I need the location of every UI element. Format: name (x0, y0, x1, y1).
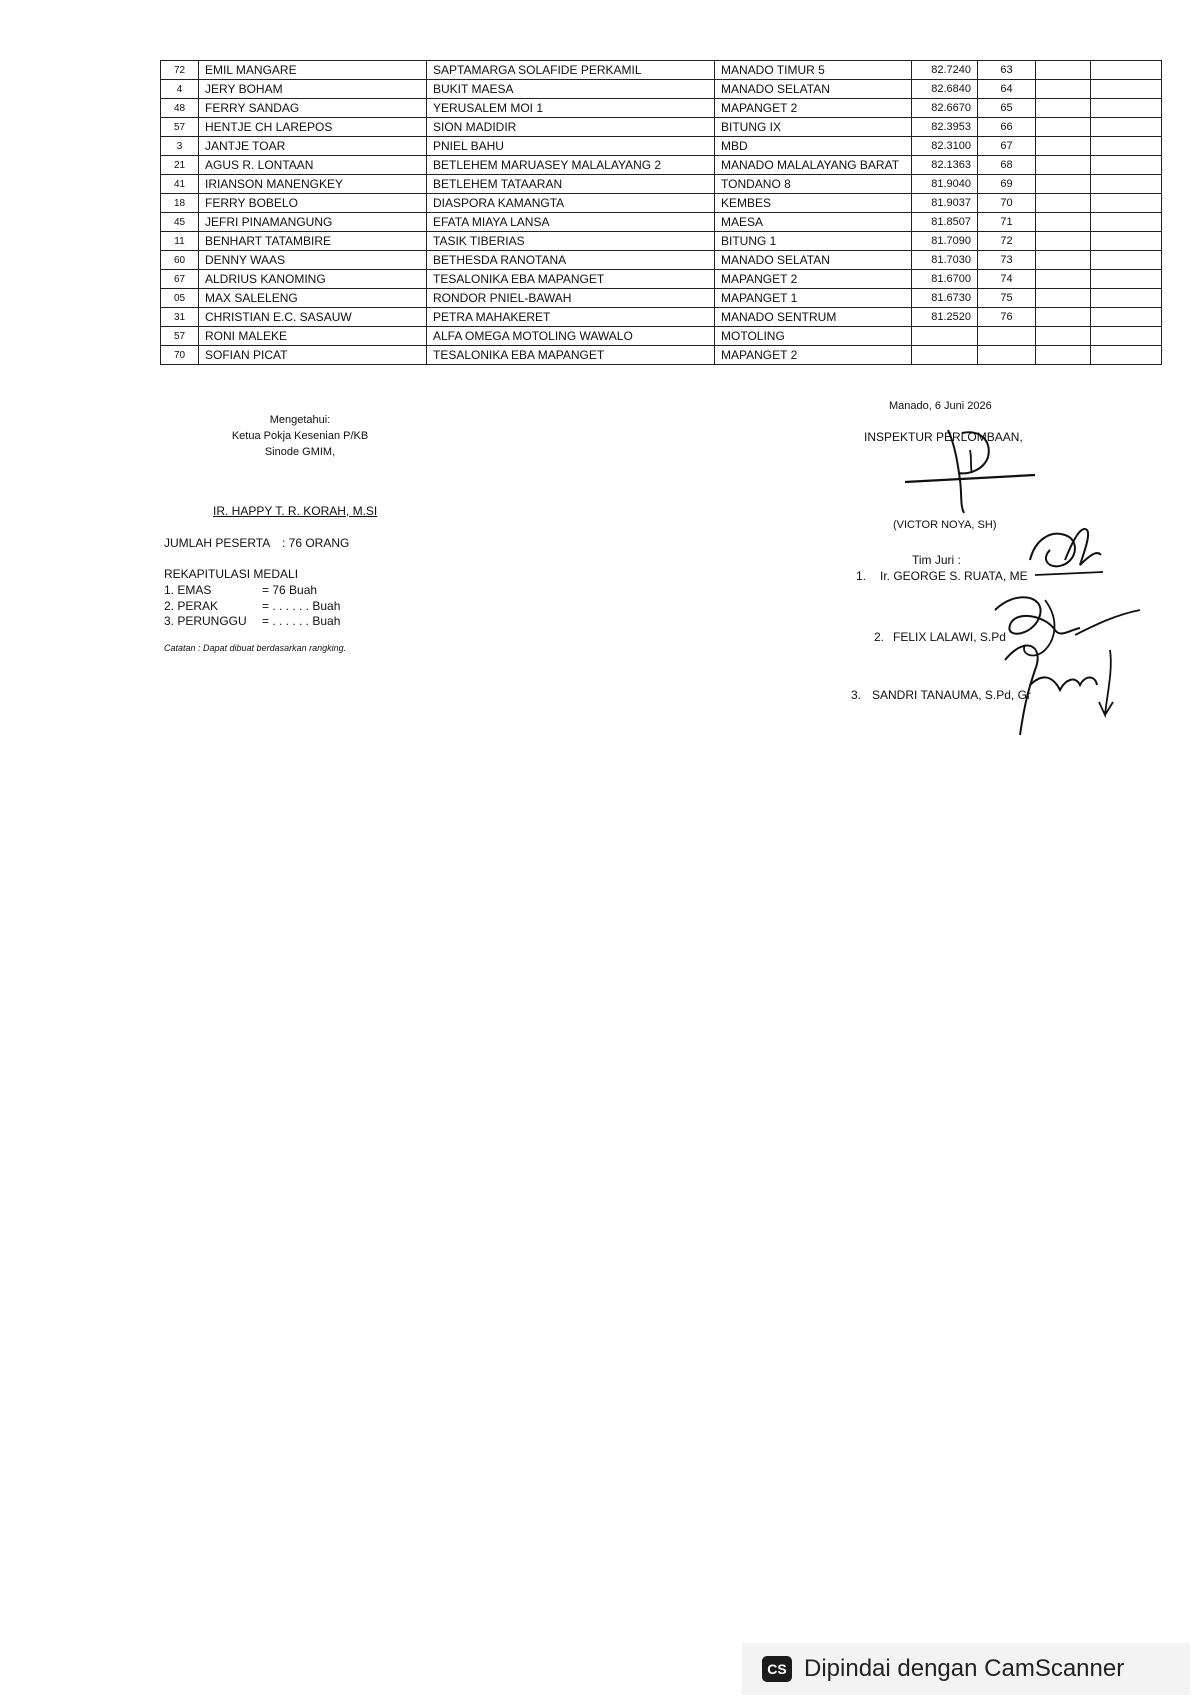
cell-rank: 70 (978, 194, 1036, 213)
cell-church: SION MADIDIR (427, 118, 715, 137)
cell-score: 81.6730 (912, 289, 978, 308)
cell-extra2 (1091, 156, 1162, 175)
cell-region: MAPANGET 2 (715, 346, 912, 365)
table-row (161, 194, 1162, 213)
cell-no: 57 (161, 118, 199, 137)
cell-region: BITUNG 1 (715, 232, 912, 251)
table-row (161, 80, 1162, 99)
cell-region: MANADO TIMUR 5 (715, 61, 912, 80)
table-row (161, 175, 1162, 194)
inspector-name: (VICTOR NOYA, SH) (893, 519, 997, 531)
cell-church: EFATA MIAYA LANSA (427, 213, 715, 232)
inspector-title: INSPEKTUR PERLOMBAAN, (864, 430, 1023, 444)
cell-score: 81.7090 (912, 232, 978, 251)
cell-church: TESALONIKA EBA MAPANGET (427, 270, 715, 289)
cell-region: MBD (715, 137, 912, 156)
cell-no: 21 (161, 156, 199, 175)
cell-name: MAX SALELENG (199, 289, 427, 308)
cell-no: 11 (161, 232, 199, 251)
cell-extra2 (1091, 327, 1162, 346)
cell-extra1 (1036, 137, 1091, 156)
cell-rank: 74 (978, 270, 1036, 289)
cell-no: 67 (161, 270, 199, 289)
jury-2-name: FELIX LALAWI, S.Pd (893, 630, 1006, 644)
cell-church: BETLEHEM MARUASEY MALALAYANG 2 (427, 156, 715, 175)
cell-extra1 (1036, 308, 1091, 327)
camscanner-text: Dipindai dengan CamScanner (804, 1655, 1125, 1682)
position-label: Ketua Pokja Kesenian P/KB (231, 430, 369, 442)
chair-signer-name: IR. HAPPY T. R. KORAH, M.SI (213, 504, 378, 518)
cell-no: 70 (161, 346, 199, 365)
cell-name: HENTJE CH LAREPOS (199, 118, 427, 137)
cell-name: AGUS R. LONTAAN (199, 156, 427, 175)
cell-extra1 (1036, 194, 1091, 213)
inspector-signature (900, 425, 1040, 515)
cell-rank: 76 (978, 308, 1036, 327)
cell-extra1 (1036, 61, 1091, 80)
cell-score (912, 346, 978, 365)
cell-extra2 (1091, 213, 1162, 232)
cell-extra1 (1036, 99, 1091, 118)
cell-name: JEFRI PINAMANGUNG (199, 213, 427, 232)
cell-extra2 (1091, 270, 1162, 289)
cell-name: EMIL MANGARE (199, 61, 427, 80)
jury-2-3-signatures (985, 590, 1145, 740)
cell-score: 82.7240 (912, 61, 978, 80)
cell-extra1 (1036, 156, 1091, 175)
place-date: Manado, 6 Juni 2026 (889, 400, 992, 412)
cell-no: 3 (161, 137, 199, 156)
cell-rank: 72 (978, 232, 1036, 251)
cell-extra1 (1036, 213, 1091, 232)
jury-2-number: 2. (874, 630, 885, 644)
cell-no: 31 (161, 308, 199, 327)
participants-label: JUMLAH PESERTA (164, 536, 271, 550)
cell-rank: 69 (978, 175, 1036, 194)
cell-name: JERY BOHAM (199, 80, 427, 99)
jury-1-name: Ir. GEORGE S. RUATA, ME (880, 569, 1028, 583)
cell-score (912, 327, 978, 346)
cell-extra2 (1091, 118, 1162, 137)
cell-score: 82.6840 (912, 80, 978, 99)
cell-extra1 (1036, 270, 1091, 289)
cell-no: 57 (161, 327, 199, 346)
cell-extra2 (1091, 251, 1162, 270)
cell-rank: 63 (978, 61, 1036, 80)
cell-extra2 (1091, 137, 1162, 156)
table-row (161, 99, 1162, 118)
table-row (161, 156, 1162, 175)
cell-rank: 66 (978, 118, 1036, 137)
cell-name: BENHART TATAMBIRE (199, 232, 427, 251)
camscanner-footer (742, 1643, 1190, 1695)
cell-name: SOFIAN PICAT (199, 346, 427, 365)
table-row (161, 289, 1162, 308)
cell-extra2 (1091, 346, 1162, 365)
acknowledged-label: Mengetahui: (269, 414, 331, 426)
medal-gold-label: 1. EMAS (164, 583, 212, 597)
camscanner-logo-icon: CS (762, 1656, 792, 1682)
cell-rank: 64 (978, 80, 1036, 99)
cell-church: DIASPORA KAMANGTA (427, 194, 715, 213)
cell-no: 48 (161, 99, 199, 118)
cell-rank: 71 (978, 213, 1036, 232)
cell-score: 81.2520 (912, 308, 978, 327)
table-row (161, 61, 1162, 80)
cell-name: ALDRIUS KANOMING (199, 270, 427, 289)
cell-score: 81.9040 (912, 175, 978, 194)
cell-church: YERUSALEM MOI 1 (427, 99, 715, 118)
results-table (160, 60, 1162, 365)
cell-name: FERRY SANDAG (199, 99, 427, 118)
cell-extra2 (1091, 175, 1162, 194)
cell-extra2 (1091, 289, 1162, 308)
cell-region: KEMBES (715, 194, 912, 213)
cell-rank: 65 (978, 99, 1036, 118)
cell-score: 81.7030 (912, 251, 978, 270)
cell-no: 60 (161, 251, 199, 270)
medal-bronze-value: = . . . . . . Buah (262, 614, 341, 628)
medal-recap-title: REKAPITULASI MEDALI (164, 567, 299, 581)
table-row (161, 137, 1162, 156)
cell-church: RONDOR PNIEL-BAWAH (427, 289, 715, 308)
table-row (161, 118, 1162, 137)
jury-title: Tim Juri : (912, 553, 961, 567)
cell-rank (978, 346, 1036, 365)
cell-region: TONDANO 8 (715, 175, 912, 194)
cell-name: IRIANSON MANENGKEY (199, 175, 427, 194)
cell-church: TASIK TIBERIAS (427, 232, 715, 251)
cell-rank: 67 (978, 137, 1036, 156)
cell-region: MAPANGET 2 (715, 99, 912, 118)
medal-bronze-label: 3. PERUNGGU (164, 614, 247, 628)
cell-region: MOTOLING (715, 327, 912, 346)
medal-silver-value: = . . . . . . Buah (262, 599, 341, 613)
cell-region: MAPANGET 1 (715, 289, 912, 308)
medal-silver-label: 2. PERAK (164, 599, 219, 613)
cell-church: BUKIT MAESA (427, 80, 715, 99)
jury-3-number: 3. (851, 688, 862, 702)
cell-name: DENNY WAAS (199, 251, 427, 270)
cell-name: RONI MALEKE (199, 327, 427, 346)
note-text: Catatan : Dapat dibuat berdasarkan rangking. (164, 643, 347, 653)
cell-rank: 68 (978, 156, 1036, 175)
cell-extra2 (1091, 80, 1162, 99)
cell-extra1 (1036, 80, 1091, 99)
org-label: Sinode GMIM, (264, 446, 336, 458)
cell-region: MANADO SELATAN (715, 251, 912, 270)
cell-region: MANADO SELATAN (715, 80, 912, 99)
cell-extra2 (1091, 308, 1162, 327)
participants-value: : 76 ORANG (282, 536, 350, 550)
cell-score: 81.9037 (912, 194, 978, 213)
cell-region: MAESA (715, 213, 912, 232)
cell-extra1 (1036, 289, 1091, 308)
cell-score: 82.3100 (912, 137, 978, 156)
cell-extra2 (1091, 194, 1162, 213)
cell-no: 45 (161, 213, 199, 232)
cell-no: 18 (161, 194, 199, 213)
cell-region: MANADO SENTRUM (715, 308, 912, 327)
cell-name: JANTJE TOAR (199, 137, 427, 156)
cell-region: BITUNG IX (715, 118, 912, 137)
cell-extra2 (1091, 99, 1162, 118)
cell-score: 81.8507 (912, 213, 978, 232)
table-row (161, 308, 1162, 327)
cell-rank (978, 327, 1036, 346)
cell-region: MANADO MALALAYANG BARAT (715, 156, 912, 175)
cell-name: CHRISTIAN E.C. SASAUW (199, 308, 427, 327)
cell-rank: 73 (978, 251, 1036, 270)
cell-extra1 (1036, 175, 1091, 194)
cell-rank: 75 (978, 289, 1036, 308)
cell-no: 05 (161, 289, 199, 308)
cell-extra1 (1036, 232, 1091, 251)
medal-gold-value: = 76 Buah (262, 583, 318, 597)
cell-no: 72 (161, 61, 199, 80)
table-row (161, 251, 1162, 270)
table-row (161, 213, 1162, 232)
cell-region: MAPANGET 2 (715, 270, 912, 289)
jury-1-number: 1. (856, 569, 867, 583)
table-row (161, 327, 1162, 346)
cell-extra1 (1036, 118, 1091, 137)
cell-church: ALFA OMEGA MOTOLING WAWALO (427, 327, 715, 346)
cell-church: PNIEL BAHU (427, 137, 715, 156)
cell-score: 82.3953 (912, 118, 978, 137)
cell-extra1 (1036, 251, 1091, 270)
cell-no: 4 (161, 80, 199, 99)
cell-no: 41 (161, 175, 199, 194)
table-row (161, 270, 1162, 289)
cell-score: 82.6670 (912, 99, 978, 118)
table-row (161, 232, 1162, 251)
cell-score: 82.1363 (912, 156, 978, 175)
cell-extra2 (1091, 61, 1162, 80)
cell-church: PETRA MAHAKERET (427, 308, 715, 327)
cell-extra1 (1036, 327, 1091, 346)
jury-3-name: SANDRI TANAUMA, S.Pd, Gr (872, 688, 1031, 702)
jury-1-signature (1025, 520, 1105, 580)
cell-name: FERRY BOBELO (199, 194, 427, 213)
cell-church: BETLEHEM TATAARAN (427, 175, 715, 194)
cell-church: TESALONIKA EBA MAPANGET (427, 346, 715, 365)
cell-church: SAPTAMARGA SOLAFIDE PERKAMIL (427, 61, 715, 80)
cell-score: 81.6700 (912, 270, 978, 289)
table-row (161, 346, 1162, 365)
cell-extra1 (1036, 346, 1091, 365)
cell-church: BETHESDA RANOTANA (427, 251, 715, 270)
cell-extra2 (1091, 232, 1162, 251)
